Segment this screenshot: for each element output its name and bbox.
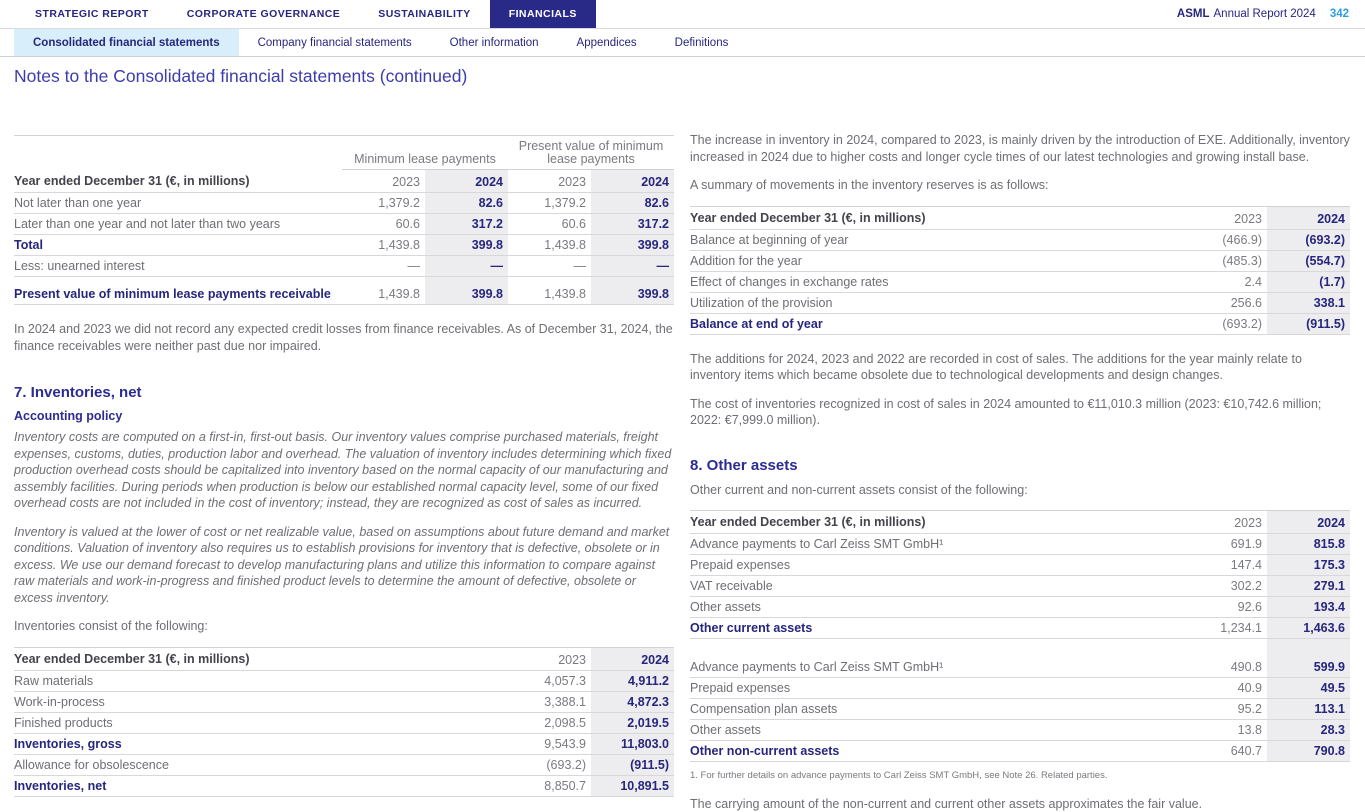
value-cell: 1,463.6 <box>1267 618 1350 639</box>
report-title: Annual Report 2024 <box>1214 8 1316 20</box>
subtab-definitions[interactable]: Definitions <box>656 29 748 56</box>
table-row <box>14 255 674 276</box>
subtab-other-information[interactable]: Other information <box>431 29 558 56</box>
value-cell: (1.7) <box>1267 271 1350 292</box>
table-row <box>690 576 1350 597</box>
table-row <box>690 313 1350 334</box>
left-column <box>14 87 674 812</box>
inventories-intro: Inventories consist of the following: <box>14 618 674 635</box>
value-cell: 92.6 <box>1184 597 1267 618</box>
value-cell: 60.6 <box>508 213 591 234</box>
row-label: Allowance for obsolescence <box>14 754 508 775</box>
value-cell: 279.1 <box>1267 576 1350 597</box>
subtab-appendices[interactable]: Appendices <box>558 29 656 56</box>
row-label: Less: unearned interest <box>14 255 342 276</box>
year-header: 2024 <box>591 647 674 670</box>
reserves-intro: A summary of movements in the inventory reserves is as follows: <box>690 177 1350 194</box>
table-row <box>690 677 1350 698</box>
row-label: Balance at end of year <box>690 313 1184 334</box>
cost-of-inventories-paragraph: The cost of inventories recognized in cost of sales in 2024 amounted to €11,010.3 million (2023: €10,742.6 million; 2022: €7,999.0 million). <box>690 396 1350 429</box>
value-cell: — <box>591 255 674 276</box>
value-cell: 8,850.7 <box>508 775 591 796</box>
row-label: Effect of changes in exchange rates <box>690 271 1184 292</box>
subtab-company-financial-statements[interactable]: Company financial statements <box>239 29 431 56</box>
value-cell: (693.2) <box>1184 313 1267 334</box>
value-cell: 1,379.2 <box>342 192 425 213</box>
additions-paragraph: The additions for 2024, 2023 and 2022 are recorded in cost of sales. The additions for the year mainly relate to inventory items which became obsolete due to technological developments and design changes. <box>690 351 1350 384</box>
row-label: VAT receivable <box>690 576 1184 597</box>
tab-financials[interactable]: FINANCIALS <box>490 0 596 28</box>
table-row <box>690 639 1350 657</box>
year-header: 2023 <box>342 170 425 193</box>
row-label <box>690 639 1184 657</box>
sub-navigation <box>0 29 1365 57</box>
row-label: Finished products <box>14 712 508 733</box>
value-cell: 338.1 <box>1267 292 1350 313</box>
value-cell: 302.2 <box>1184 576 1267 597</box>
table-row <box>14 213 674 234</box>
row-label: Not later than one year <box>14 192 342 213</box>
page-number: 342 <box>1330 8 1349 20</box>
row-label: Total <box>14 234 342 255</box>
row-label: Advance payments to Carl Zeiss SMT GmbH¹ <box>690 657 1184 678</box>
value-cell: 1,439.8 <box>342 284 425 305</box>
value-cell: 193.4 <box>1267 597 1350 618</box>
value-cell: 599.9 <box>1267 657 1350 678</box>
right-column <box>690 87 1350 812</box>
inventories-table <box>14 647 674 797</box>
year-header: 2024 <box>591 170 674 193</box>
row-label: Utilization of the provision <box>690 292 1184 313</box>
value-cell: 175.3 <box>1267 555 1350 576</box>
row-label: Prepaid expenses <box>690 677 1184 698</box>
value-cell: 399.8 <box>591 234 674 255</box>
year-header: 2024 <box>1267 511 1350 534</box>
value-cell: 399.8 <box>425 284 508 305</box>
row-label: Later than one year and not later than two years <box>14 213 342 234</box>
value-cell: 2,019.5 <box>591 712 674 733</box>
top-navigation <box>0 0 1365 29</box>
value-cell: 60.6 <box>342 213 425 234</box>
value-cell: 256.6 <box>1184 292 1267 313</box>
value-cell: 13.8 <box>1184 719 1267 740</box>
inventory-reserves-table-grid <box>690 206 1350 335</box>
value-cell: (911.5) <box>591 754 674 775</box>
credit-losses-paragraph: In 2024 and 2023 we did not record any expected credit losses from finance receivables. As of December 31, 2024, the finance receivables were neither past due nor impaired. <box>14 321 674 354</box>
table-header-row <box>690 511 1350 534</box>
table-row <box>690 698 1350 719</box>
table-row <box>14 775 674 796</box>
brand-name: ASML <box>1177 8 1210 20</box>
table-caption-label: Year ended December 31 (€, in millions) <box>690 511 1184 534</box>
value-cell: 2.4 <box>1184 271 1267 292</box>
inventory-policy-paragraph-2: Inventory is valued at the lower of cost or net realizable value, based on assumptions about future demand and market conditions. Valuation of inventory also requires us to establish provisions for inventory that is defective, obsolete or in excess. We use our demand forecast to develop manufacturing plans and utilize this information to compare against raw materials and work-in-progress and finished product levels to determine the amount of defective, obsolete or excess inventory. <box>14 524 674 607</box>
value-cell: (554.7) <box>1267 250 1350 271</box>
value-cell: 317.2 <box>425 213 508 234</box>
value-cell <box>1267 639 1350 657</box>
inventory-increase-paragraph: The increase in inventory in 2024, compared to 2023, is mainly driven by the introduction of EXE. Additionally, inventory increased in 2024 due to higher costs and longer cycle times of our latest technologies and growing install base. <box>690 132 1350 165</box>
value-cell: 317.2 <box>591 213 674 234</box>
report-brand <box>1177 0 1365 28</box>
inventory-policy-paragraph-1: Inventory costs are computed on a first-in, first-out basis. Our inventory values comprise purchased materials, freight expenses, customs, duties, production labor and overhead. The valuation of inventory includes determining which fixed production overhead costs should be capitalized into inventory based on the normal capacity of our manufacturing and assembly facilities. During periods when production is below our established normal capacity level, some of our fixed overhead costs are not included in the cost of inventory; instead, they are recognized as cost of sales as incurred. <box>14 429 674 512</box>
row-label: Inventories, gross <box>14 733 508 754</box>
row-label: Present value of minimum lease payments receivable <box>14 284 342 305</box>
table-row <box>690 719 1350 740</box>
value-cell: 1,439.8 <box>342 234 425 255</box>
value-cell: 399.8 <box>425 234 508 255</box>
year-header: 2023 <box>508 170 591 193</box>
year-header: 2024 <box>425 170 508 193</box>
value-cell: (466.9) <box>1184 229 1267 250</box>
table-header-row <box>14 647 674 670</box>
value-cell <box>508 276 591 284</box>
table-row <box>690 618 1350 639</box>
other-assets-intro: Other current and non-current assets consist of the following: <box>690 482 1350 499</box>
table-caption-label: Year ended December 31 (€, in millions) <box>690 206 1184 229</box>
tab-strategic-report[interactable]: STRATEGIC REPORT <box>16 0 168 28</box>
value-cell: 3,388.1 <box>508 691 591 712</box>
value-cell: — <box>508 255 591 276</box>
value-cell: (911.5) <box>1267 313 1350 334</box>
value-cell: 490.8 <box>1184 657 1267 678</box>
value-cell: 4,057.3 <box>508 670 591 691</box>
table-row <box>14 754 674 775</box>
value-cell: — <box>342 255 425 276</box>
value-cell <box>425 276 508 284</box>
value-cell: 113.1 <box>1267 698 1350 719</box>
lease-payments-table-grid <box>14 135 674 305</box>
row-label: Other assets <box>690 597 1184 618</box>
group-spacer-cell <box>14 136 342 170</box>
carrying-amount-paragraph: The carrying amount of the non-current and current other assets approximates the fair value. <box>690 796 1350 812</box>
subtab-consolidated-financial-statements[interactable]: Consolidated financial statements <box>14 29 239 56</box>
row-label: Other assets <box>690 719 1184 740</box>
column-group-label: Minimum lease payments <box>342 136 508 170</box>
year-header: 2023 <box>1184 511 1267 534</box>
tab-corporate-governance[interactable]: CORPORATE GOVERNANCE <box>168 0 359 28</box>
table-row <box>690 657 1350 678</box>
other-assets-table-grid <box>690 510 1350 762</box>
row-label: Prepaid expenses <box>690 555 1184 576</box>
value-cell: 790.8 <box>1267 740 1350 761</box>
value-cell: 49.5 <box>1267 677 1350 698</box>
lease-payments-table <box>14 135 674 305</box>
row-label: Work-in-process <box>14 691 508 712</box>
row-label: Inventories, net <box>14 775 508 796</box>
table-row <box>690 740 1350 761</box>
value-cell: 9,543.9 <box>508 733 591 754</box>
row-label: Other non-current assets <box>690 740 1184 761</box>
row-label <box>14 276 342 284</box>
inventories-table-grid <box>14 647 674 797</box>
row-label: Raw materials <box>14 670 508 691</box>
value-cell: 95.2 <box>1184 698 1267 719</box>
table-row <box>14 192 674 213</box>
accounting-policy-heading: Accounting policy <box>14 409 674 423</box>
footnote-1: 1. For further details on advance payments to Carl Zeiss SMT GmbH, see Note 26. Related parties. <box>690 770 1350 782</box>
table-row <box>14 670 674 691</box>
table-header-row <box>690 206 1350 229</box>
other-assets-table <box>690 510 1350 762</box>
table-group-header-row <box>14 136 674 170</box>
table-row <box>690 229 1350 250</box>
value-cell: (485.3) <box>1184 250 1267 271</box>
row-label: Other current assets <box>690 618 1184 639</box>
value-cell: 40.9 <box>1184 677 1267 698</box>
value-cell <box>591 276 674 284</box>
value-cell: 82.6 <box>425 192 508 213</box>
page-title: Notes to the Consolidated financial statements (continued) <box>14 66 1365 87</box>
row-label: Addition for the year <box>690 250 1184 271</box>
value-cell: 2,098.5 <box>508 712 591 733</box>
value-cell: (693.2) <box>508 754 591 775</box>
value-cell: 4,911.2 <box>591 670 674 691</box>
table-row <box>690 271 1350 292</box>
table-caption-label: Year ended December 31 (€, in millions) <box>14 647 508 670</box>
table-row <box>14 733 674 754</box>
row-label: Compensation plan assets <box>690 698 1184 719</box>
year-header: 2024 <box>1267 206 1350 229</box>
table-row <box>14 691 674 712</box>
value-cell: 1,439.8 <box>508 234 591 255</box>
value-cell: 815.8 <box>1267 534 1350 555</box>
value-cell: 1,439.8 <box>508 284 591 305</box>
value-cell: 147.4 <box>1184 555 1267 576</box>
section-8-heading: 8. Other assets <box>690 457 1350 474</box>
value-cell <box>342 276 425 284</box>
table-row <box>14 284 674 305</box>
value-cell: 640.7 <box>1184 740 1267 761</box>
value-cell: 11,803.0 <box>591 733 674 754</box>
table-row <box>690 597 1350 618</box>
value-cell: — <box>425 255 508 276</box>
table-caption-label: Year ended December 31 (€, in millions) <box>14 170 342 193</box>
value-cell: 10,891.5 <box>591 775 674 796</box>
row-label: Advance payments to Carl Zeiss SMT GmbH¹ <box>690 534 1184 555</box>
table-row <box>690 534 1350 555</box>
value-cell: 4,872.3 <box>591 691 674 712</box>
value-cell: 691.9 <box>1184 534 1267 555</box>
table-row <box>14 712 674 733</box>
value-cell: (693.2) <box>1267 229 1350 250</box>
content-area <box>0 87 1365 812</box>
table-row <box>14 234 674 255</box>
value-cell <box>1184 639 1267 657</box>
table-row <box>14 276 674 284</box>
table-header-row <box>14 170 674 193</box>
table-row <box>690 250 1350 271</box>
column-group-label: Present value of minimum lease payments <box>508 136 674 170</box>
row-label: Balance at beginning of year <box>690 229 1184 250</box>
value-cell: 28.3 <box>1267 719 1350 740</box>
tab-sustainability[interactable]: SUSTAINABILITY <box>359 0 489 28</box>
year-header: 2023 <box>508 647 591 670</box>
inventory-reserves-table <box>690 206 1350 335</box>
year-header: 2023 <box>1184 206 1267 229</box>
value-cell: 1,234.1 <box>1184 618 1267 639</box>
table-row <box>690 292 1350 313</box>
section-7-heading: 7. Inventories, net <box>14 384 674 401</box>
value-cell: 82.6 <box>591 192 674 213</box>
table-row <box>690 555 1350 576</box>
value-cell: 399.8 <box>591 284 674 305</box>
value-cell: 1,379.2 <box>508 192 591 213</box>
